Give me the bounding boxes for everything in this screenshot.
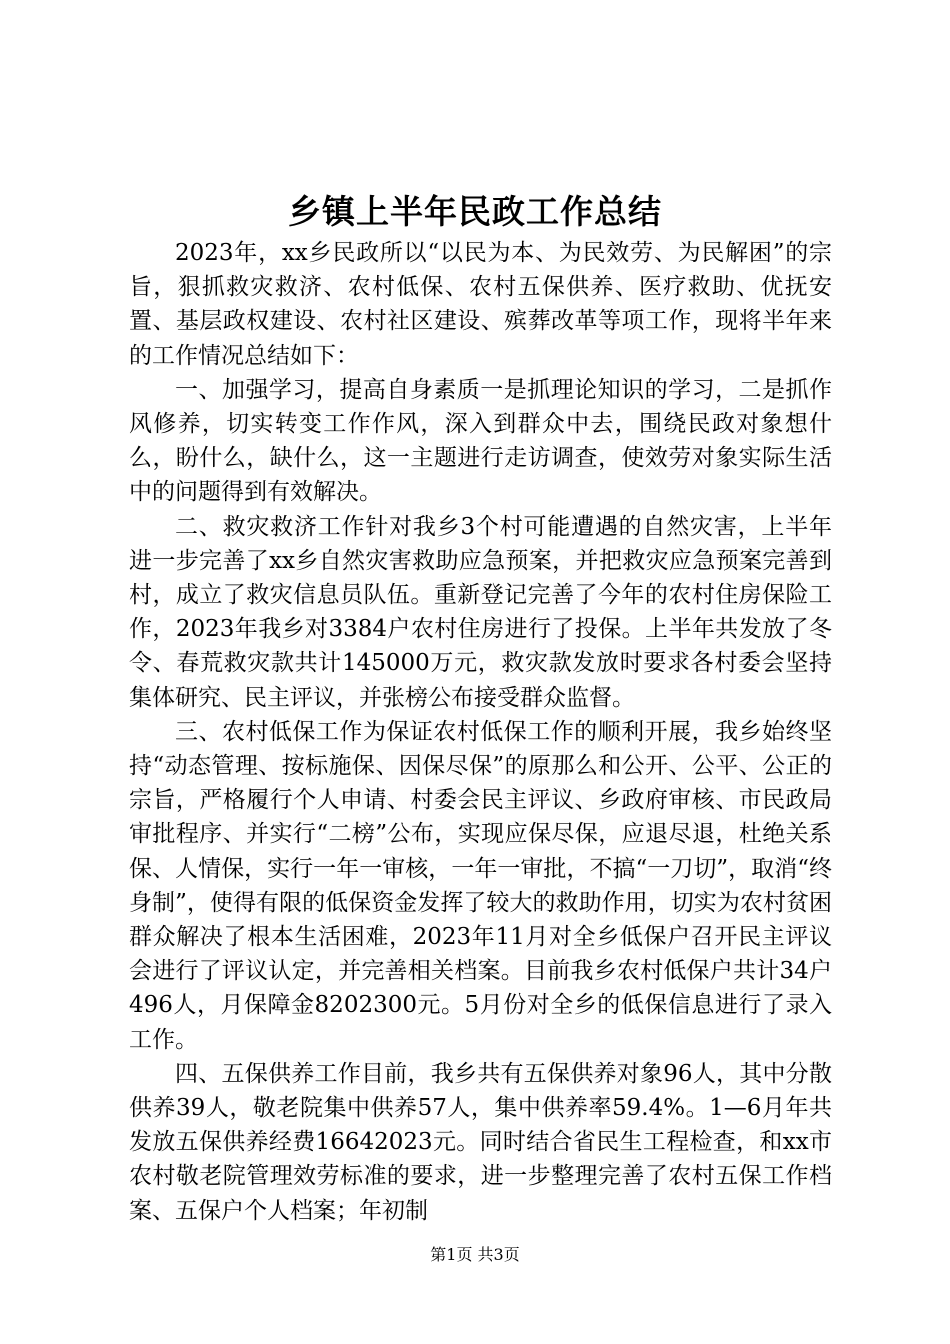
paragraph-five-guarantees: 四、五保供养工作目前，我乡共有五保供养对象96人，其中分散供养39人，敬老院集中供养57人，集中供养率59.4%。1—6月年共发放五保供养经费16642023元。同时结合省民生工程检查，和xx市农村敬老院管理效劳标准的要求，进一步整理完善了农村五保工作档案、五保户个人档案；年初制 [129, 1060, 832, 1224]
paragraph-rural-minimum-living: 三、农村低保工作为保证农村低保工作的顺利开展，我乡始终坚持“动态管理、按标施保、因保尽保”的原那么和公开、公平、公正的宗旨，严格履行个人申请、村委会民主评议、乡政府审核、市民政局审批程序、并实行“二榜”公布，实现应保尽保，应退尽退，杜绝关系保、人情保，实行一年一审核，一年一审批，不搞“一刀切”，取消“终身制”，使得有限的低保资金发挥了较大的救助作用，切实为农村贫困群众解决了根本生活困难，2023年11月对全乡低保户召开民主评议会进行了评议认定，并完善相关档案。目前我乡农村低保户共计34户496人，月保障金8202300元。5月份对全乡的低保信息进行了录入工作。 [129, 718, 832, 1053]
document-title: 乡镇上半年民政工作总结 [288, 192, 662, 231]
page-number-footer: 第1页 共3页 [430, 1245, 520, 1264]
paragraph-study: 一、加强学习，提高自身素质一是抓理论知识的学习，二是抓作风修养，切实转变工作作风，深入到群众中去，围绕民政对象想什么，盼什么，缺什么，这一主题进行走访调查，使效劳对象实际生活中的问题得到有效解决。 [129, 376, 832, 506]
paragraph-disaster-relief: 二、救灾救济工作针对我乡3个村可能遭遇的自然灾害，上半年进一步完善了xx乡自然灾害救助应急预案，并把救灾应急预案完善到村，成立了救灾信息员队伍。重新登记完善了今年的农村住房保险工作，2023年我乡对3384户农村住房进行了投保。上半年共发放了冬令、春荒救灾款共计145000万元，救灾款发放时要求各村委会坚持集体研究、民主评议，并张榜公布接受群众监督。 [129, 513, 832, 711]
document-body [129, 236, 832, 1228]
paragraph-intro: 2023年，xx乡民政所以“以民为本、为民效劳、为民解困”的宗旨，狠抓救灾救济、农村低保、农村五保供养、医疗救助、优抚安置、基层政权建设、农村社区建设、殡葬改革等项工作，现将半年来的工作情况总结如下： [129, 240, 832, 369]
